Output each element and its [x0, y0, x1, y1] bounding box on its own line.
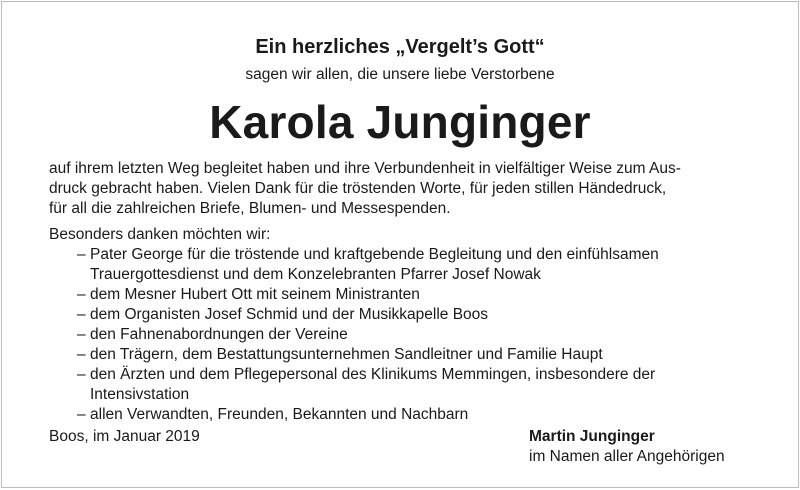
list-item	[77, 405, 759, 425]
paragraph-line: auf ihrem letzten Weg begleitet haben und ihre Verbundenheit in vielfältiger Weise zum Aus-	[49, 160, 681, 177]
list-item	[77, 345, 759, 365]
paragraph-line: druck gebracht haben. Vielen Dank für die tröstenden Worte, für jeden stillen Händedruck,	[49, 180, 667, 197]
list-item	[77, 285, 759, 305]
signature-block	[529, 427, 725, 467]
list-item-line: dem Organisten Josef Schmid und der Musikkapelle Boos	[90, 306, 489, 323]
paragraph-line: für all die zahlreichen Briefe, Blumen- und Messespenden.	[49, 200, 451, 217]
signer-name: Martin Junginger	[529, 428, 655, 445]
special-thanks-intro: Besonders danken möchten wir:	[49, 226, 271, 243]
notice-heading: Ein herzliches „Vergelt’s Gott“	[255, 36, 545, 58]
list-item-line: Pater George für die tröstende und kraftgebende Begleitung und den einfühlsamen	[90, 246, 659, 263]
dash-bullet: –	[77, 406, 86, 423]
dash-bullet: –	[77, 326, 86, 343]
list-item-line: Trauergottesdienst und dem Konzelebranten Pfarrer Josef Nowak	[90, 266, 541, 283]
list-item-line: Intensivstation	[90, 386, 190, 403]
list-item-line: dem Mesner Hubert Ott mit seinem Ministranten	[90, 286, 420, 303]
dash-bullet: –	[77, 366, 86, 383]
dash-bullet: –	[77, 286, 86, 303]
list-item-line: allen Verwandten, Freunden, Bekannten und Nachbarn	[90, 406, 469, 423]
list-item	[77, 325, 759, 345]
thanks-paragraph	[49, 159, 759, 219]
obituary-notice	[1, 1, 799, 488]
signer-subtitle: im Namen aller Angehörigen	[529, 448, 725, 465]
dash-bullet: –	[77, 246, 86, 263]
list-item	[77, 305, 759, 325]
list-item	[77, 245, 759, 285]
dash-bullet: –	[77, 306, 86, 323]
list-item-line: den Ärzten und dem Pflegepersonal des Klinikums Memmingen, insbesondere der	[90, 366, 656, 383]
special-thanks-list	[49, 245, 759, 425]
notice-subheading: sagen wir allen, die unsere liebe Verstorbene	[245, 66, 555, 83]
place-date: Boos, im Januar 2019	[49, 428, 200, 445]
list-item	[77, 365, 759, 405]
dash-bullet: –	[77, 346, 86, 363]
deceased-name: Karola Junginger	[209, 96, 591, 148]
list-item-line: den Trägern, dem Bestattungsunternehmen Sandleitner und Familie Haupt	[90, 346, 603, 363]
list-item-line: den Fahnenabordnungen der Vereine	[90, 326, 348, 343]
special-thanks-section	[49, 225, 759, 425]
